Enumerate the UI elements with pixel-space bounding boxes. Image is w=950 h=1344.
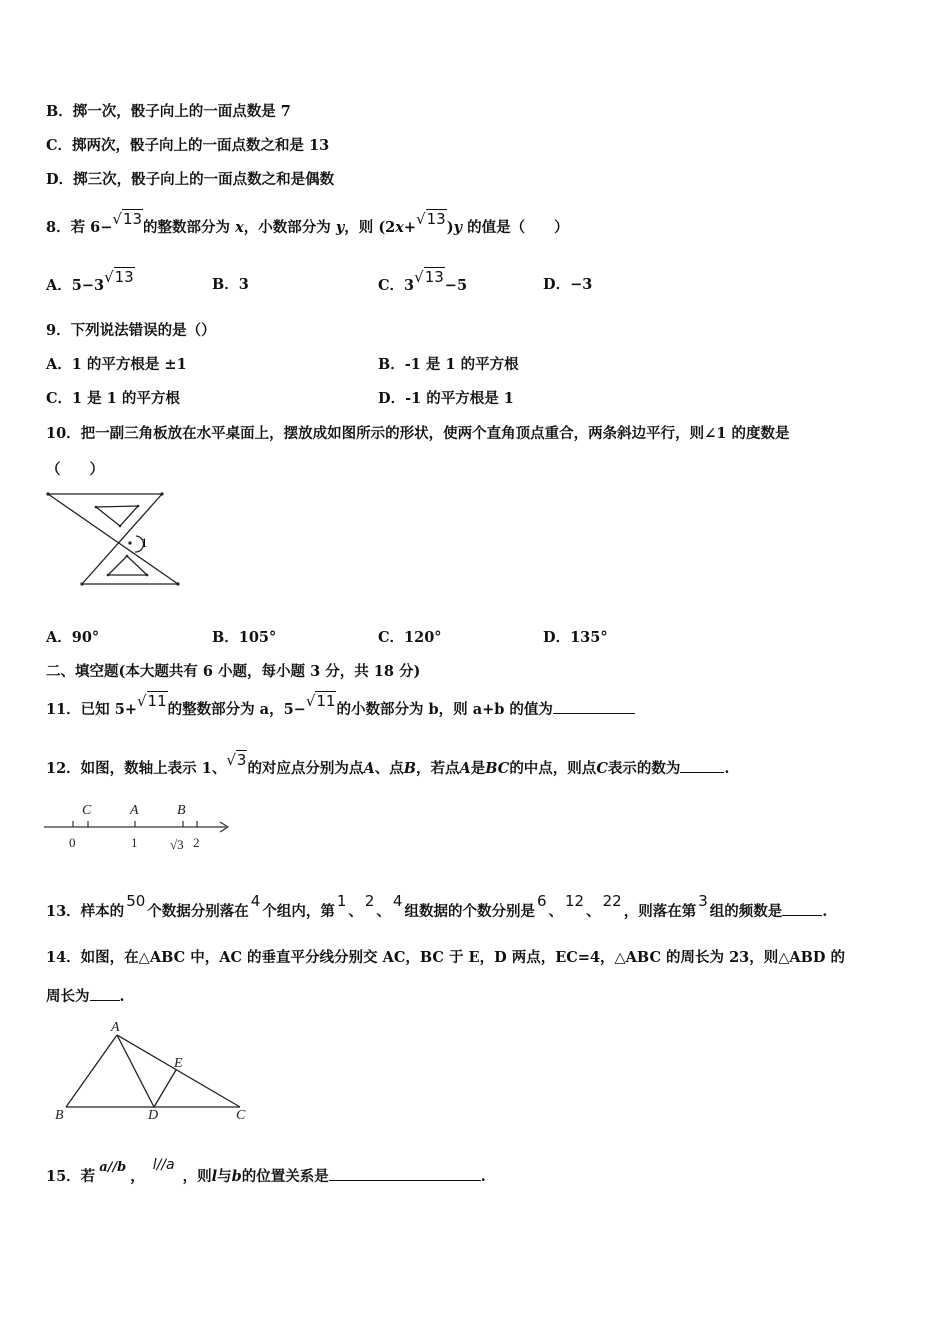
- q8-option-a: A．5−3√13: [46, 268, 134, 294]
- answer-blank[interactable]: [782, 901, 822, 916]
- q10-option-a: A．90°: [46, 629, 100, 646]
- tick-2-label: 2: [193, 835, 200, 850]
- q8-option-d: D．−3: [543, 276, 593, 293]
- tick-1-label: 1: [131, 835, 138, 850]
- answer-blank[interactable]: [329, 1166, 481, 1181]
- vertex-a-label: A: [111, 1020, 120, 1035]
- q15-stem: 15．若a//b，l//a，则l与b的位置关系是 .: [46, 1157, 486, 1185]
- q10-paren: （ ）: [46, 461, 104, 478]
- sqrt-13: √13: [112, 210, 143, 228]
- point-a-label: A: [130, 803, 139, 818]
- q8-option-b: B．3: [212, 276, 249, 293]
- tick-sqrt3-label: √3: [170, 837, 184, 852]
- vertex-c-label: C: [236, 1108, 246, 1123]
- sqrt-13: √13: [416, 210, 446, 228]
- q8-option-c: C．3√13−5: [378, 268, 468, 294]
- answer-blank[interactable]: [553, 699, 635, 714]
- q9-option-c: C．1 是 1 的平方根: [46, 390, 180, 407]
- q7-option-b: B．掷一次，骰子向上的一面点数是 7: [46, 103, 291, 120]
- q14-stem-line1: 14．如图，在△ABC 中，AC 的垂直平分线分别交 AC，BC 于 E，D 两点，EC=4，△ABC 的周长为 23，则△ABD 的: [46, 949, 846, 966]
- q9-stem: 9．下列说法错误的是（）: [46, 322, 216, 339]
- q13-stem: 13．样本的50个数据分别落在4个组内，第1、2、4组数据的个数分别是6、12、22，则落在第3组的频数是 .: [46, 892, 828, 920]
- q11-stem: 11．已知 5+√11的整数部分为 a，5−√11的小数部分为 b，则 a+b 的值为: [46, 699, 635, 720]
- number-line-figure: [40, 796, 235, 856]
- q10-option-d: D．135°: [543, 629, 608, 646]
- q9-option-b: B．-1 是 1 的平方根: [378, 356, 519, 373]
- point-d-label: D: [148, 1108, 159, 1123]
- q12-stem: 12．如图，数轴上表示 1、√3的对应点分别为点A、点B，若点A是BC的中点，则点C表示的数为 .: [46, 751, 730, 777]
- sqrt-13: √13: [104, 268, 134, 286]
- sqrt-3: √3: [226, 751, 247, 769]
- point-c-label: C: [82, 803, 92, 818]
- point-e-label: E: [174, 1056, 183, 1071]
- q10-figure: [40, 486, 190, 591]
- q10-stem: 10．把一副三角板放在水平桌面上，摆放成如图所示的形状，使两个直角顶点重合，两条斜边平行，则∠1 的度数是: [46, 425, 790, 442]
- q14-triangle-figure: [50, 1015, 255, 1125]
- answer-blank[interactable]: [90, 986, 120, 1001]
- angle-1-label: 1: [141, 535, 148, 550]
- vertex-b-label: B: [55, 1108, 64, 1123]
- q7-option-d: D．掷三次，骰子向上的一面点数之和是偶数: [46, 171, 335, 188]
- answer-blank[interactable]: [680, 758, 724, 773]
- q10-option-b: B．105°: [212, 629, 277, 646]
- q7-option-c: C．掷两次，骰子向上的一面点数之和是 13: [46, 137, 330, 154]
- point-b-label: B: [177, 803, 186, 818]
- q14-stem-line2: 周长为 .: [46, 988, 125, 1005]
- sqrt-13: √13: [414, 268, 444, 286]
- q8-stem: 8．若 6−√13的整数部分为 x，小数部分为 y，则 (2x+√13)y 的值是（ ）: [46, 210, 569, 236]
- q9-option-a: A．1 的平方根是 ±1: [46, 356, 187, 373]
- sqrt-11: √11: [136, 692, 167, 710]
- sqrt-11: √11: [305, 692, 336, 710]
- q10-option-c: C．120°: [378, 629, 442, 646]
- tick-0-label: 0: [69, 835, 76, 850]
- q9-option-d: D．-1 的平方根是 1: [378, 390, 514, 407]
- section-title: 二、填空题(本大题共有 6 小题，每小题 3 分，共 18 分): [46, 663, 421, 680]
